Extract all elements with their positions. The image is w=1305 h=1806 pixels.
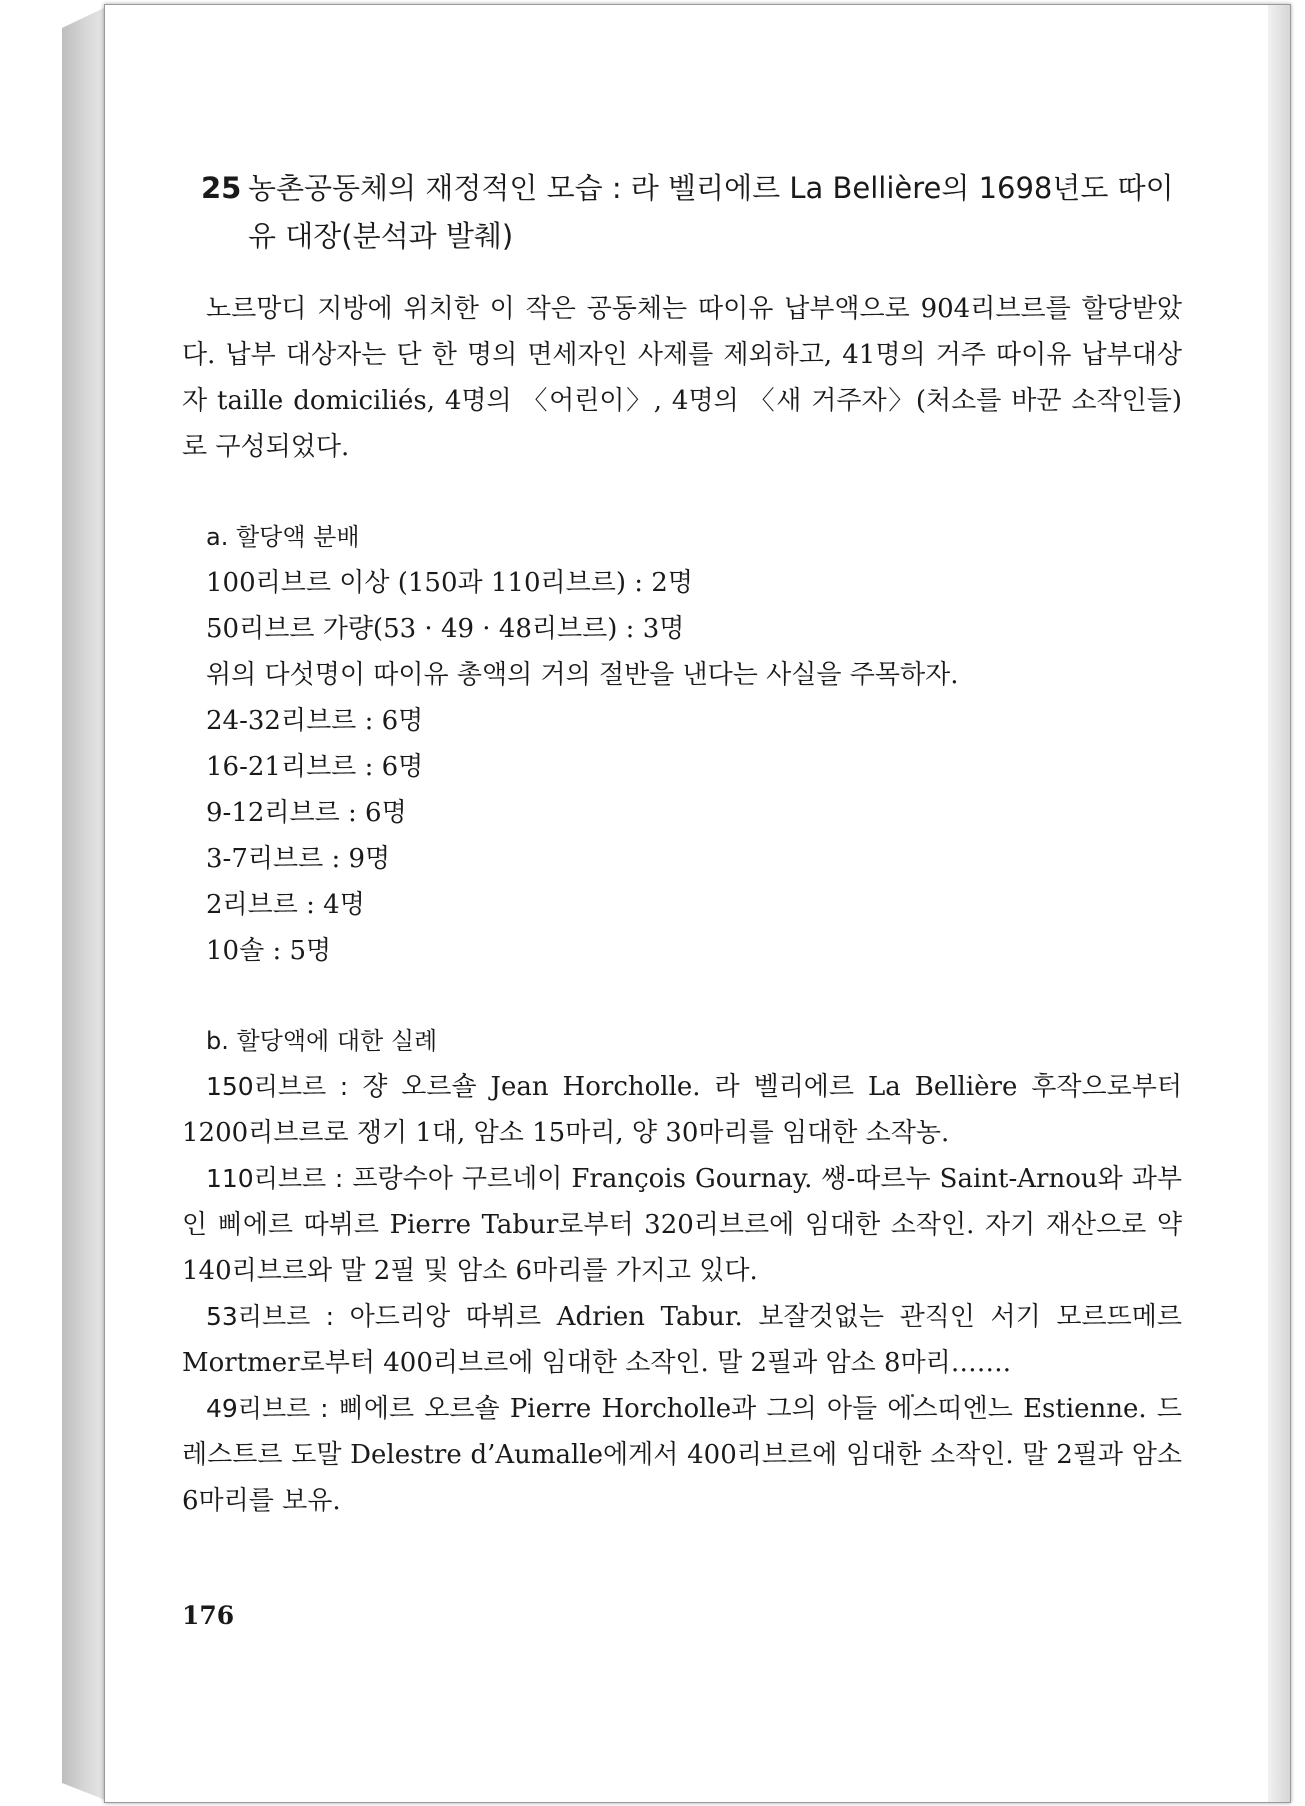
example-entry [182, 1064, 1182, 1156]
example-amount: 53리브르 : [206, 1302, 335, 1331]
example-entry [182, 1156, 1182, 1294]
distribution-line: 50리브르 가량(53 · 49 · 48리브르) : 3명 [206, 614, 685, 644]
section-b [182, 1018, 1182, 1524]
heading-title: 농촌공동체의 재정적인 모습 : 라 벨리에르 La Bellière의 1698년도 따이유 대장(분석과 발췌) [248, 171, 1174, 253]
distribution-line: 24-32리브르 : 6명 [206, 706, 424, 736]
book-spine [62, 6, 108, 1801]
example-entry [182, 1386, 1182, 1524]
example-text: 삐에르 오르숄 Pierre Horcholle과 그의 아들 에스띠엔느 Estienne. 드레스트르 도말 Delestre d’Aumalle에게서 400리브르에 임대한 소작인. 말 2필과 암소 6마리를 보유. [182, 1394, 1182, 1516]
distribution-line: 16-21리브르 : 6명 [206, 752, 424, 782]
page-content [182, 164, 1182, 1524]
distribution-line: 10솔 : 5명 [206, 936, 332, 966]
example-text: 프랑수아 구르네이 François Gournay. 쌩-따르누 Saint-Arnou와 과부인 삐에르 따뷔르 Pierre Tabur로부터 320리브르에 임대한 소작인. 자기 재산으로 약 140리브르와 말 2필 및 암소 6마리를 가지고 있다. [182, 1164, 1182, 1286]
section-b-label: b. 할당액에 대한 실례 [206, 1027, 438, 1055]
example-amount: 49리브르 : [206, 1394, 329, 1423]
distribution-note: 위의 다섯명이 따이유 총액의 거의 절반을 낸다는 사실을 주목하자. [206, 660, 959, 690]
distribution-line: 9-12리브르 : 6명 [206, 798, 407, 828]
heading-number: 25 [201, 171, 242, 205]
page-number: 176 [182, 1601, 235, 1630]
section-heading [201, 164, 1182, 260]
example-text: 아드리앙 따뷔르 Adrien Tabur. 보잘것없는 관직인 서기 모르뜨메르 Mortmer로부터 400리브르에 임대한 소작인. 말 2필과 암소 8마리……. [182, 1302, 1182, 1378]
section-a-label: a. 할당액 분배 [206, 523, 360, 551]
distribution-line: 3-7리브르 : 9명 [206, 844, 391, 874]
example-amount: 150리브르 : [206, 1072, 349, 1101]
example-amount: 110리브르 : [206, 1164, 344, 1193]
example-entry [182, 1294, 1182, 1386]
distribution-line: 100리브르 이상 (150과 110리브르) : 2명 [206, 568, 693, 598]
section-a [206, 514, 1182, 974]
distribution-line: 2리브르 : 4명 [206, 890, 365, 920]
intro-paragraph: 노르망디 지방에 위치한 이 작은 공동체는 따이유 납부액으로 904리브르를 할당받았다. 납부 대상자는 단 한 명의 면세자인 사제를 제외하고, 41명의 거주 따이유 납부대상자 taille domiciliés, 4명의 〈어린이〉, 4명의 〈새 거주자〉(처소를 바꾼 소작인들)로 구성되었다. [182, 294, 1182, 462]
page-edge-shadow [1268, 5, 1290, 1802]
example-text: 쟝 오르숄 Jean Horcholle. 라 벨리에르 La Bellière 후작으로부터 1200리브르로 쟁기 1대, 암소 15마리, 양 30마리를 임대한 소작농. [182, 1072, 1182, 1148]
